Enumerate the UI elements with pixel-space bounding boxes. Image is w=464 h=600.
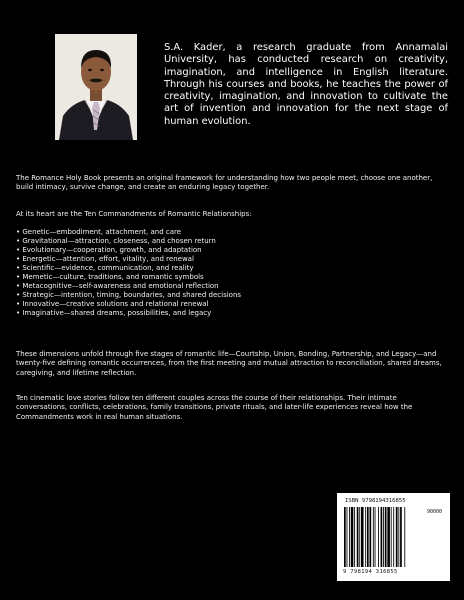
author-photo bbox=[55, 34, 137, 140]
commandments-list bbox=[16, 228, 448, 318]
list-item: • Metacognitive—self-awareness and emotional reflection bbox=[16, 282, 219, 290]
list-item: • Energetic—attention, effort, vitality, and renewal bbox=[16, 255, 194, 263]
list-item: • Strategic—intention, timing, boundaries, and shared decisions bbox=[16, 291, 242, 299]
isbn-label: ISBN 9798194316855 bbox=[345, 498, 406, 504]
intro-paragraph: The Romance Holy Book presents an original framework for understanding how two people meet, choose one another, build intimacy, survive change, and create an enduring legacy together. bbox=[16, 174, 433, 192]
list-item: • Genetic—embodiment, attachment, and care bbox=[16, 228, 182, 236]
list-item: • Gravitational—attraction, closeness, and chosen return bbox=[16, 237, 216, 245]
list-item: • Innovative—creative solutions and relational renewal bbox=[16, 300, 209, 308]
author-bio: S.A. Kader, a research graduate from Annamalai University, has conducted research on creativity, imagination, and intelligence in English literature. Through his courses and books, he teaches the power of creativity, imagination, and innovation to cultivate the art of invention and innovation for the next stage of human evolution. bbox=[164, 42, 448, 127]
list-item: • Memetic—culture, traditions, and romantic symbols bbox=[16, 273, 204, 281]
price-code: 90000 bbox=[427, 509, 443, 515]
isbn-barcode bbox=[337, 493, 450, 581]
list-item: • Scientific—evidence, communication, and reality bbox=[16, 264, 194, 272]
barcode-bars bbox=[344, 507, 424, 567]
stories-paragraph: Ten cinematic love stories follow ten different couples across the course of their relationships. Their intimate conversations, conflicts, celebrations, family transitions, private rituals, and later-life experiences reveal how the Commandments work in real human situations. bbox=[16, 394, 413, 421]
barcode-digits: 9 798194 316855 bbox=[343, 569, 398, 575]
commandments-heading: At its heart are the Ten Commandments of Romantic Relationships: bbox=[16, 210, 252, 218]
list-item: • Imaginative—shared dreams, possibilities, and legacy bbox=[16, 309, 212, 317]
stages-paragraph: These dimensions unfold through five stages of romantic life—Courtship, Union, Bonding, Partnership, and Legacy—and twenty-five defining romantic occurrences, from the first meeting and mutual attraction to reconciliation, shared dreams, caregiving, and lifetime reflection. bbox=[16, 350, 442, 377]
list-item: • Evolutionary—cooperation, growth, and adaptation bbox=[16, 246, 202, 254]
